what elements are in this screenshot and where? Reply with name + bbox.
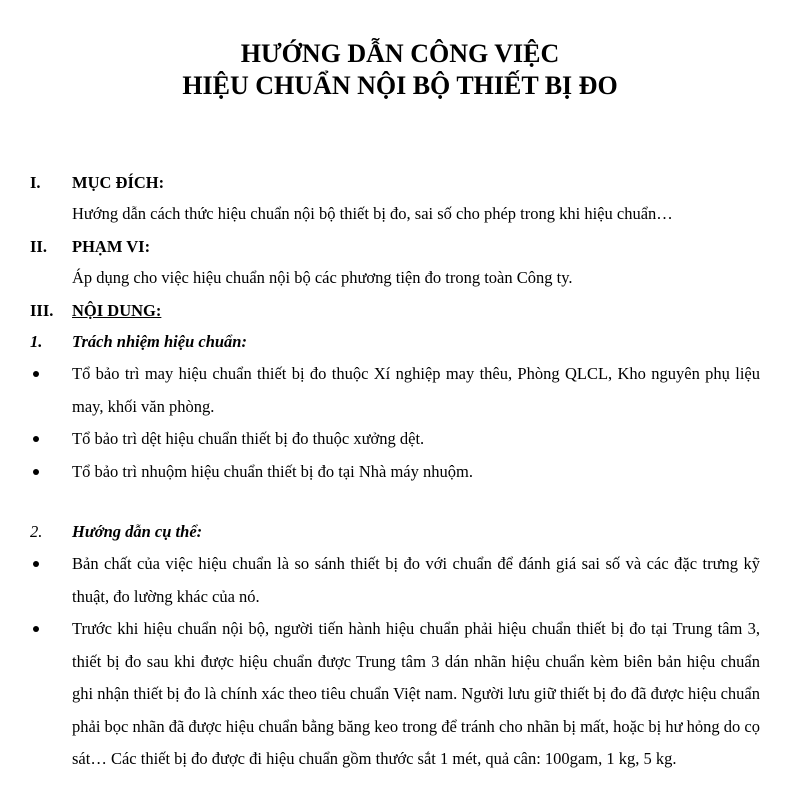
- section-title: MỤC ĐÍCH:: [72, 173, 165, 192]
- spacer: [30, 488, 760, 516]
- subsection-number: 2.: [30, 522, 43, 541]
- list-item: [30, 456, 760, 489]
- list-item-text: Bản chất của việc hiệu chuẩn là so sánh thiết bị đo với chuẩn để đánh giá sai số và các đặc trưng kỹ thuật, đo lường khác của nó.: [72, 554, 760, 606]
- list-item: [30, 358, 760, 423]
- section-heading-purpose: [30, 168, 760, 198]
- title-line-2: HIỆU CHUẨN NỘI BỘ THIẾT BỊ ĐO: [182, 71, 618, 100]
- section-paragraph-scope: Áp dụng cho việc hiệu chuẩn nội bộ các phương tiện đo trong toàn Công ty.: [72, 268, 573, 287]
- section-paragraph-purpose: Hướng dẫn cách thức hiệu chuẩn nội bộ thiết bị đo, sai số cho phép trong khi hiệu chuẩn…: [72, 204, 673, 223]
- subsection-number: 1.: [30, 332, 43, 351]
- section-number: III.: [30, 301, 54, 320]
- bullet-icon: [33, 561, 39, 567]
- list-item-text: Trước khi hiệu chuẩn nội bộ, người tiến hành hiệu chuẩn phải hiệu chuẩn thiết bị đo tại Trung tâm 3, thiết bị đo sau khi được hiệu chuẩn được Trung tâm 3 dán nhãn hiệu chuẩn kèm biên bản hiệu chuẩn ghi nhận thiết bị đo là chính xác theo tiêu chuẩn Việt nam. Người lưu giữ thiết bị đo đã được hiệu chuẩn phải bọc nhãn đã được hiệu chuẩn bằng băng keo trong để tránh cho nhãn bị mất, hoặc bị hư hỏng do cọ sát… Các thiết bị đo được đi hiệu chuẩn gồm thước sắt 1 mét, quả cân: 100gam, 1 kg, 5 kg.: [72, 619, 760, 768]
- list-item-text: Tổ bảo trì dệt hiệu chuẩn thiết bị đo thuộc xưởng dệt.: [72, 429, 425, 448]
- list-item: [30, 613, 760, 776]
- subsection-heading-instructions: [30, 516, 760, 548]
- list-item: [30, 423, 760, 456]
- section-title: PHẠM VI:: [72, 237, 151, 256]
- bullet-icon: [33, 371, 39, 377]
- section-number: II.: [30, 237, 47, 256]
- subsection-title: Hướng dẫn cụ thể:: [72, 522, 203, 541]
- list-item-text: Tổ bảo trì may hiệu chuẩn thiết bị đo thuộc Xí nghiệp may thêu, Phòng QLCL, Kho nguyên phụ liệu may, khối văn phòng.: [72, 364, 760, 416]
- document-title: [0, 0, 790, 102]
- list-item-text: Tổ bảo trì nhuộm hiệu chuẩn thiết bị đo tại Nhà máy nhuộm.: [72, 461, 473, 481]
- section-heading-content: [30, 296, 760, 326]
- bullet-icon: [33, 626, 39, 632]
- subsection-title: Trách nhiệm hiệu chuẩn:: [72, 332, 247, 351]
- section-title: NỘI DUNG:: [72, 301, 162, 320]
- bullet-icon: [33, 469, 39, 475]
- list-item: [30, 548, 760, 613]
- bullet-icon: [33, 436, 39, 442]
- subsection-heading-responsibility: [30, 326, 760, 358]
- section-heading-scope: [30, 232, 760, 262]
- title-line-1: HƯỚNG DẪN CÔNG VIỆC: [240, 39, 560, 68]
- document-body: [30, 168, 760, 776]
- section-number: I.: [30, 173, 41, 192]
